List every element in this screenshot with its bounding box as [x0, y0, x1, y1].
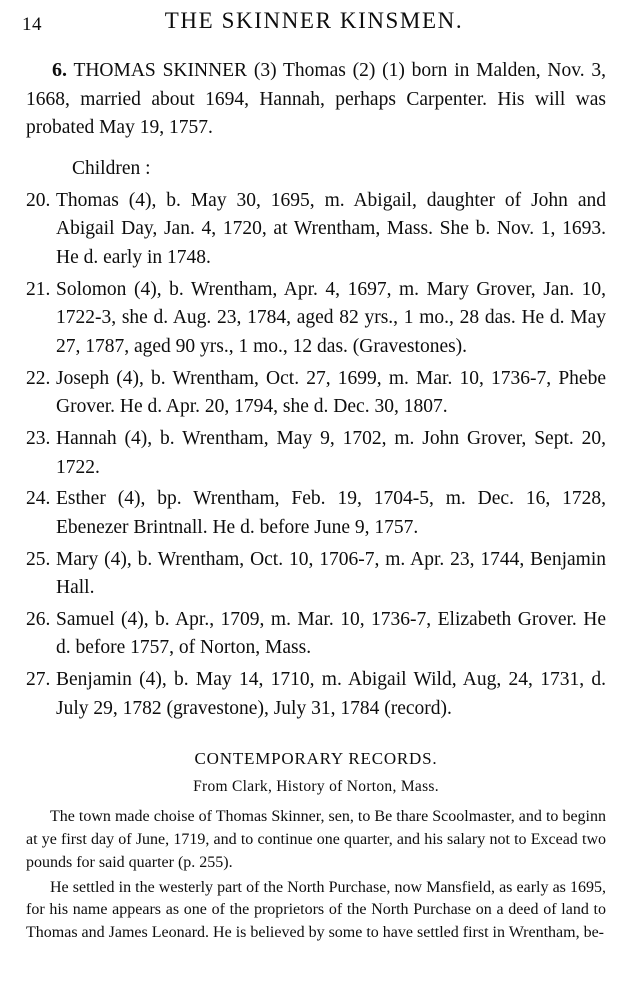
list-item [26, 365, 606, 422]
list-item-text: Esther (4), bp. Wrentham, Feb. 19, 1704-5, m. Dec. 16, 1728, Ebenezer Brintnall. He d. before June 9, 1757. [56, 488, 606, 538]
list-item-text: Thomas (4), b. May 30, 1695, m. Abigail, daughter of John and Abigail Day, Jan. 4, 1720, at Wrentham, Mass. She b. Nov. 1, 1693. He d. early in 1748. [56, 189, 606, 268]
list-item [26, 666, 606, 723]
page-number: 14 [22, 14, 42, 35]
running-title: THE SKINNER KINSMEN. [164, 8, 464, 33]
list-item-number: 27. [26, 669, 51, 691]
list-item-text: Mary (4), b. Wrentham, Oct. 10, 1706-7, m. Apr. 23, 1744, Benjamin Hall. [56, 548, 606, 599]
entry-paragraph [26, 56, 606, 143]
list-item-text: Joseph (4), b. Wrentham, Oct. 27, 1699, m. Mar. 10, 1736-7, Phebe Grover. He d. Apr. 20, 1794, she d. Dec. 30, 1807. [56, 367, 606, 418]
section-source: From Clark, History of Norton, Mass. [193, 778, 439, 796]
list-item-number: 23. [26, 427, 51, 449]
entry-number: 6. [52, 59, 67, 81]
list-item [26, 485, 606, 542]
list-item-number: 24. [26, 488, 51, 510]
list-item-number: 26. [26, 608, 51, 630]
section-title: CONTEMPORARY RECORDS. [194, 749, 438, 769]
list-item-text: Hannah (4), b. Wrentham, May 9, 1702, m. John Grover, Sept. 20, 1722. [56, 427, 606, 478]
page-body [26, 56, 606, 945]
page-header [22, 0, 606, 46]
list-item-number: 22. [26, 367, 51, 389]
record-paragraph: The town made choise of Thomas Skinner, sen, to Be thare Scoolmaster, and to beginn at ye first day of June, 1719, and to continue one quarter, and his salary not to Excead two pounds for said quarter (p. 255). [26, 808, 606, 871]
list-item [26, 276, 606, 362]
list-item [26, 425, 606, 482]
record-paragraph: He settled in the westerly part of the North Purchase, now Mansfield, as early as 1695, for his name appears as one of the proprietors of the North Purchase on a deed of land to Thomas and James Leonard. He is believed by some to have settled first in Wrentham, be- [26, 878, 606, 942]
list-item [26, 187, 606, 273]
list-item [26, 546, 606, 603]
children-label: Children : [72, 157, 151, 179]
list-item [26, 606, 606, 663]
list-item-number: 25. [26, 548, 51, 570]
list-item-text: Samuel (4), b. Apr., 1709, m. Mar. 10, 1736-7, Elizabeth Grover. He d. before 1757, of Norton, Mass. [56, 608, 606, 659]
list-item-text: Benjamin (4), b. May 14, 1710, m. Abigail Wild, Aug, 24, 1731, d. July 29, 1782 (gravestone), July 31, 1784 (record). [56, 669, 606, 719]
list-item-text: Solomon (4), b. Wrentham, Apr. 4, 1697, m. Mary Grover, Jan. 10, 1722-3, she d. Aug. 23, 1784, aged 82 yrs., 1 mo., 28 das. He d. May 27, 1787, aged 90 yrs., 1 mo., 12 das. (Gravestones). [56, 278, 606, 357]
list-item-number: 20. [26, 189, 51, 211]
entry-text: THOMAS SKINNER (3) Thomas (2) (1) born in Malden, Nov. 3, 1668, married about 1694, Hannah, perhaps Carpenter. His will was probated May 19, 1757. [26, 60, 606, 139]
list-item-number: 21. [26, 278, 51, 300]
